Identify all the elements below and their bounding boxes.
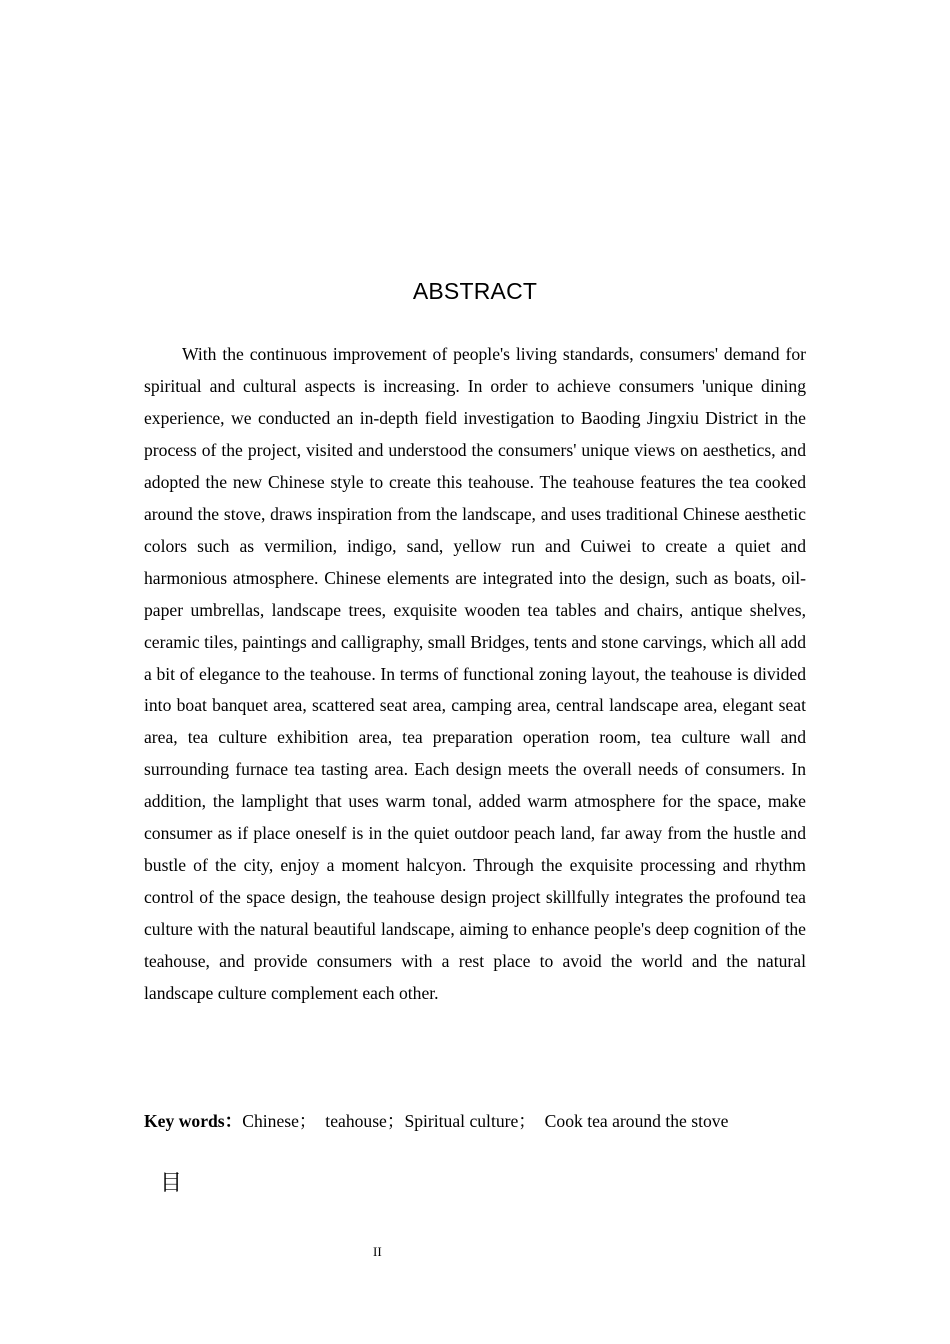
keywords-text: Chinese； teahouse；Spiritual culture； Cook tea around the stove	[242, 1111, 729, 1131]
abstract-body: With the continuous improvement of people's living standards, consumers' demand for spiritual and cultural aspects is increasing. In order to achieve consumers 'unique dining experience, we conducted an in-depth field investigation to Baoding Jingxiu District in the process of the project, visited and understood the consumers' unique views on aesthetics, and adopted the new Chinese style to create this teahouse. The teahouse features the tea cooked around the stove, draws inspiration from the landscape, and uses traditional Chinese aesthetic colors such as vermilion, indigo, sand, yellow run and Cuiwei to create a quiet and harmonious atmosphere. Chinese elements are integrated into the design, such as boats, oil-paper umbrellas, landscape trees, exquisite wooden tea tables and chairs, antique shelves, ceramic tiles, paintings and calligraphy, small Bridges, tents and stone carvings, which all add a bit of elegance to the teahouse. In terms of functional zoning layout, the teahouse is divided into boat banquet area, scattered seat area, camping area, central landscape area, elegant seat area, tea culture exhibition area, tea preparation operation room, tea culture wall and surrounding furnace tea tasting area. Each design meets the overall needs of consumers. In addition, the lamplight that uses warm tonal, added warm atmosphere for the space, make consumer as if place oneself is in the quiet outdoor peach land, far away from the hustle and bustle of the city, enjoy a moment halcyon. Through the exquisite processing and rhythm control of the space design, the teahouse design project skillfully integrates the profound tea culture with the natural beautiful landscape, aiming to enhance people's deep cognition of the teahouse, and provide consumers with a rest place to avoid the world and the natural landscape culture complement each other.	[144, 344, 806, 1004]
keywords-label: Key words：	[144, 1111, 243, 1131]
abstract-title: ABSTRACT	[412, 278, 538, 304]
toc-heading-fragment: 目	[160, 1171, 183, 1196]
keywords-line	[144, 1106, 844, 1137]
page-number: II	[373, 1244, 382, 1259]
